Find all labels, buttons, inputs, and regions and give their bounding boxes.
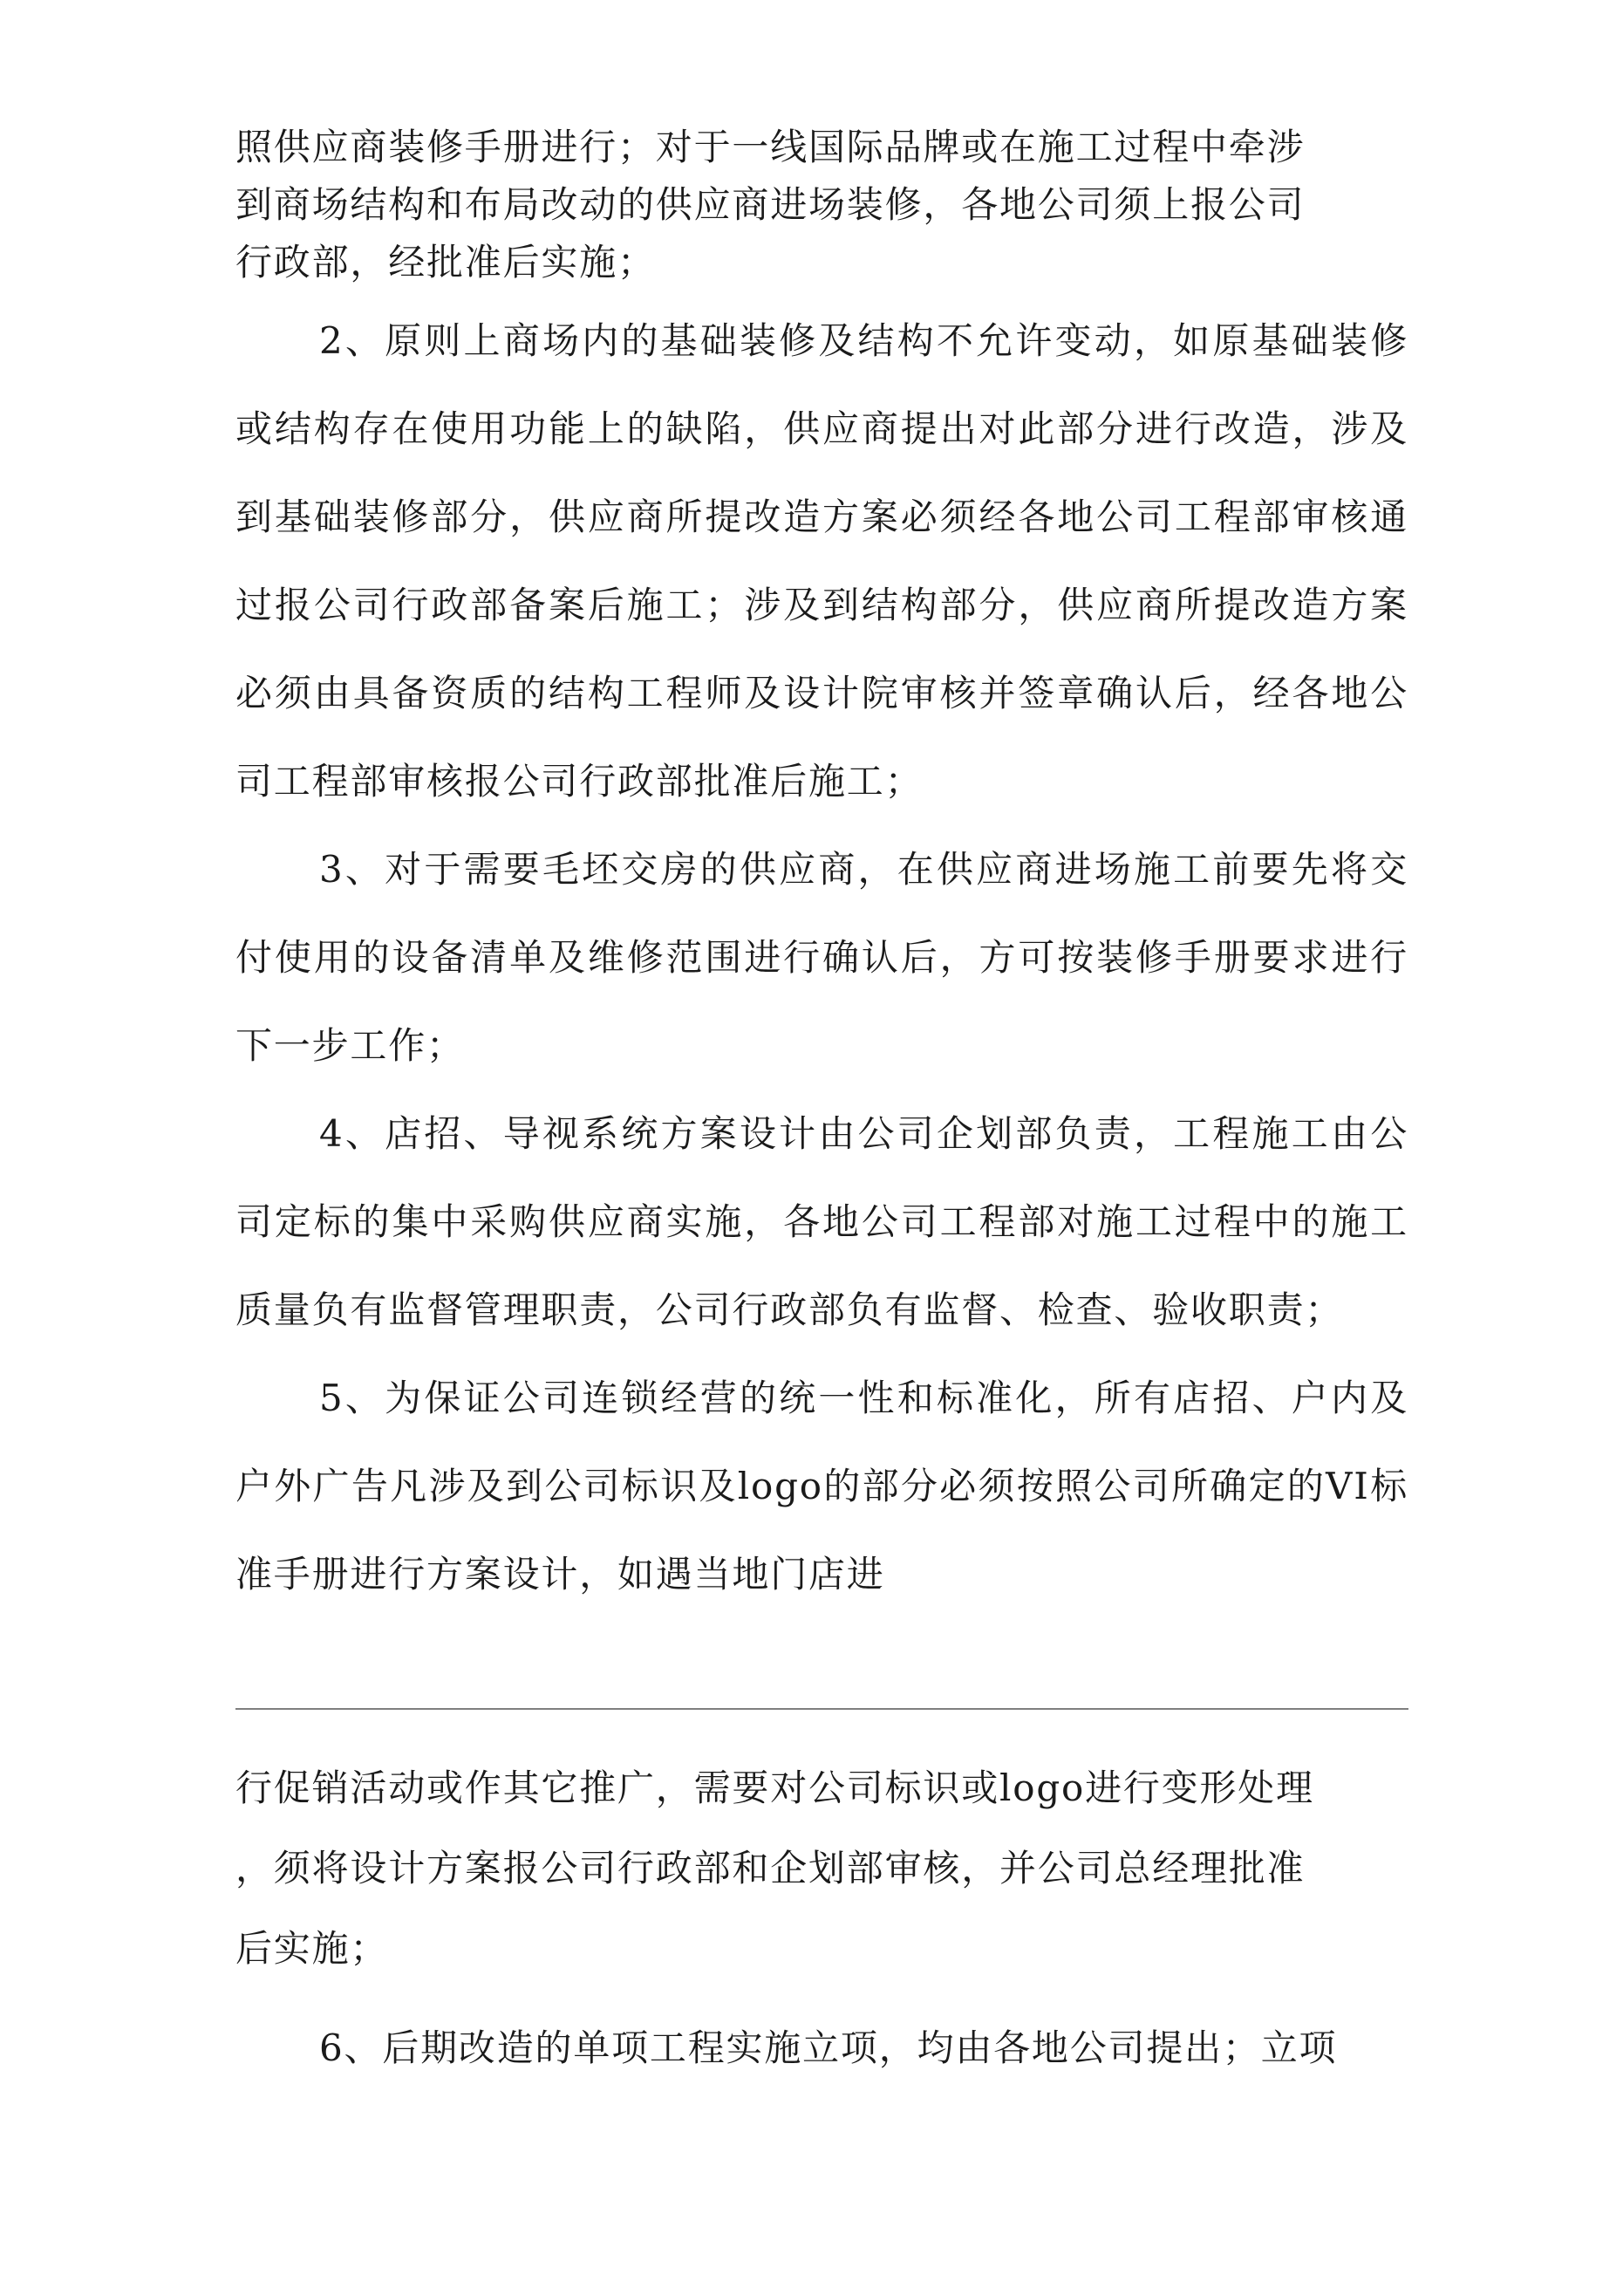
paragraph-4: 4、店招、导视系统方案设计由公司企划部负责，工程施工由公司定标的集中采购供应商实施，各地公司工程部对施工过程中的施工质量负有监督管理职责，公司行政部负有监督、检查、验收职责； (235, 1112, 1408, 1331)
paragraph-2: 2、原则上商场内的基础装修及结构不允许变动，如原基础装修或结构存在使用功能上的缺陷，供应商提出对此部分进行改造，涉及到基础装修部分，供应商所提改造方案必须经各地公司工程部审核通过报公司行政部备案后施工；涉及到结构部分，供应商所提改造方案必须由具备资质的结构工程师及设计院审核并签章确认后，经各地公司工程部审核报公司行政部批准后施工； (235, 319, 1408, 803)
numbered-paragraphs (235, 297, 1408, 1618)
paragraph-5: 5、为保证公司连锁经营的统一性和标准化，所有店招、户内及户外广告凡涉及到公司标识及logo的部分必须按照公司所确定的VI标准手册进行方案设计，如遇当地门店进 (235, 1377, 1408, 1596)
continuation-paragraph (235, 119, 1408, 291)
text-line: 行促销活动或作其它推广，需要对公司标识或logo进行变形处理 (235, 1766, 1314, 1809)
continuation-paragraph-page2 (235, 1748, 1408, 1989)
text-line: 行政部，经批准后实施； (235, 241, 656, 284)
text-line: 照供应商装修手册进行；对于一线国际品牌或在施工过程中牵涉 (235, 126, 1306, 168)
text-line: ，须将设计方案报公司行政部和企划部审核，并公司总经理批准 (235, 1847, 1306, 1889)
text-line: 后实施； (235, 1927, 389, 1970)
numbered-paragraphs-page2 (235, 2008, 1408, 2088)
page-divider (235, 1708, 1408, 1710)
paragraph-3: 3、对于需要毛坯交房的供应商，在供应商进场施工前要先将交付使用的设备清单及维修范围进行确认后，方可按装修手册要求进行下一步工作； (235, 848, 1408, 1067)
paragraph-6: 6、后期改造的单项工程实施立项，均由各地公司提出；立项 (319, 2026, 1338, 2069)
text-line: 到商场结构和布局改动的供应商进场装修，各地公司须上报公司 (235, 183, 1306, 226)
